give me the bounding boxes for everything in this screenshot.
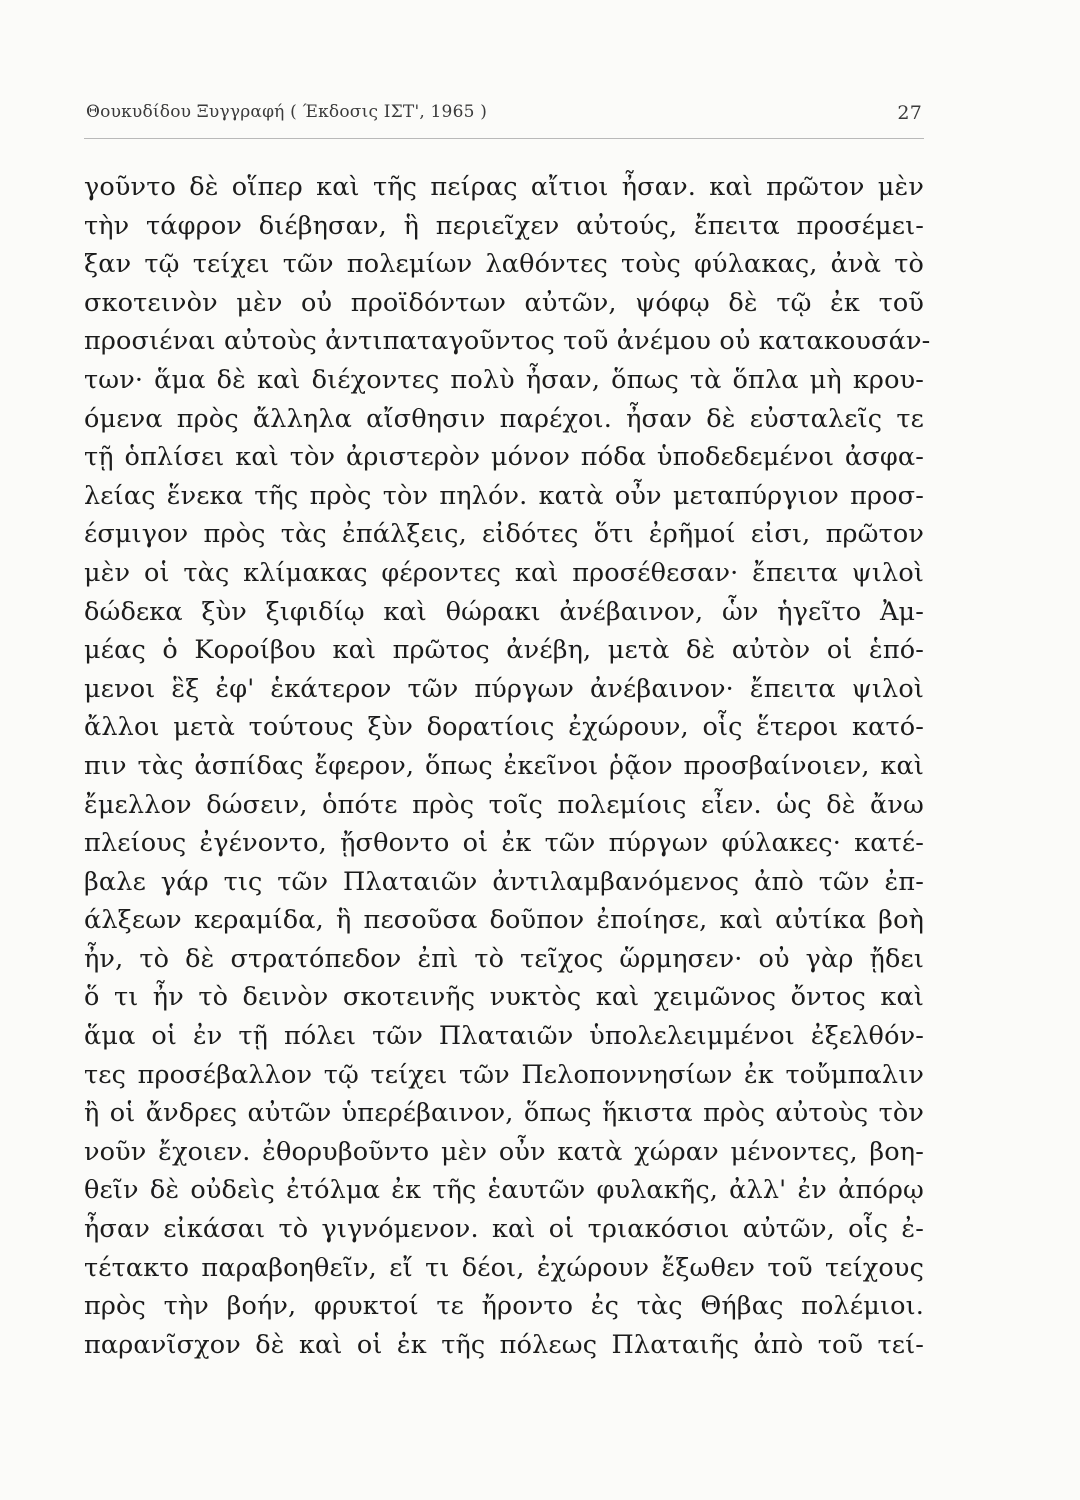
text-line: πρὸς τὴν βοήν, φρυκτοί τε ἤροντο ἐς τὰς Θήβας πολέμιοι.	[84, 1291, 924, 1322]
text-line: όμενα πρὸς ἄλληλα αἴσθησιν παρέχοι. ἦσαν δὲ εὐσταλεῖς τε	[84, 403, 924, 434]
page-number: 27	[897, 102, 922, 124]
text-line: μενοι ἓξ ἐφ' ἑκάτερον τῶν πύργων ἀνέβαινον· ἔπειτα ψιλοὶ	[84, 673, 924, 704]
text-line: έσμιγον πρὸς τὰς ἐπάλξεις, εἰδότες ὅτι ἐρῆμοί εἰσι, πρῶτον	[84, 519, 924, 550]
text-line: ἔμελλον δώσειν, ὁπότε πρὸς τοῖς πολεμίοις εἶεν. ὡς δὲ ἄνω	[84, 789, 924, 820]
text-line: τέτακτο παραβοηθεῖν, εἴ τι δέοι, ἐχώρουν ἔξωθεν τοῦ τείχους	[84, 1252, 924, 1283]
text-line: μὲν οἱ τὰς κλίμακας φέροντες καὶ προσέθεσαν· ἔπειτα ψιλοὶ	[84, 557, 924, 588]
text-line: λείας ἕνεκα τῆς πρὸς τὸν πηλόν. κατὰ οὖν μεταπύργιον προσ-	[84, 480, 924, 511]
body-text	[84, 168, 931, 1364]
text-line: τες προσέβαλλον τῷ τείχει τῶν Πελοποννησίων ἐκ τοὔμπαλιν	[84, 1059, 924, 1090]
header-divider	[84, 138, 924, 139]
text-line: τῇ ὁπλίσει καὶ τὸν ἀριστερὸν μόνον πόδα ὑποδεδεμένοι ἀσφα-	[84, 442, 924, 473]
text-line: ἦν, τὸ δὲ στρατόπεδον ἐπὶ τὸ τεῖχος ὥρμησεν· οὐ γὰρ ᾔδει	[84, 943, 924, 974]
text-line: ἢ οἱ ἄνδρες αὐτῶν ὑπερέβαινον, ὅπως ἥκιστα πρὸς αὐτοὺς τὸν	[84, 1098, 924, 1129]
text-line: προσιέναι αὐτοὺς ἀντιπαταγοῦντος τοῦ ἀνέμου οὐ κατακουσάν-	[84, 326, 931, 357]
text-line: παρανῖσχον δὲ καὶ οἱ ἐκ τῆς πόλεως Πλαταιῆς ἀπὸ τοῦ τεί-	[84, 1329, 924, 1360]
running-header	[86, 100, 922, 130]
header-title: Θουκυδίδου Ξυγγραφή ( Έκδοσις ΙΣΤ', 1965 )	[86, 102, 488, 122]
text-line: μέας ὁ Κοροίβου καὶ πρῶτος ἀνέβη, μετὰ δὲ αὐτὸν οἱ ἑπό-	[84, 635, 924, 666]
text-line: θεῖν δὲ οὐδεὶς ἐτόλμα ἐκ τῆς ἑαυτῶν φυλακῆς, ἀλλ' ἐν ἀπόρῳ	[84, 1175, 924, 1206]
text-line: ἦσαν εἰκάσαι τὸ γιγνόμενον. καὶ οἱ τριακόσιοι αὐτῶν, οἷς ἐ-	[84, 1214, 924, 1245]
text-line: σκοτεινὸν μὲν οὐ προϊδόντων αὐτῶν, ψόφῳ δὲ τῷ ἐκ τοῦ	[84, 287, 924, 318]
text-line: πιν τὰς ἀσπίδας ἔφερον, ὅπως ἐκεῖνοι ῥᾷον προσβαίνοιεν, καὶ	[84, 750, 924, 781]
text-line: δώδεκα ξὺν ξιφιδίῳ καὶ θώρακι ἀνέβαινον, ὧν ἡγεῖτο Ἀμ-	[84, 596, 924, 627]
text-line: γοῦντο δὲ οἵπερ καὶ τῆς πείρας αἴτιοι ἦσαν. καὶ πρῶτον μὲν	[84, 172, 924, 202]
text-line: ἅμα οἱ ἐν τῇ πόλει τῶν Πλαταιῶν ὑπολελειμμένοι ἐξελθόν-	[84, 1021, 924, 1052]
text-line: ὅ τι ἦν τὸ δεινὸν σκοτεινῆς νυκτὸς καὶ χειμῶνος ὄντος καὶ	[84, 982, 924, 1013]
text-line: ξαν τῷ τείχει τῶν πολεμίων λαθόντες τοὺς φύλακας, ἀνὰ τὸ	[84, 249, 924, 280]
text-line: βαλε γάρ τις τῶν Πλαταιῶν ἀντιλαμβανόμενος ἀπὸ τῶν ἐπ-	[84, 866, 924, 897]
text-line: ἄλλοι μετὰ τούτους ξὺν δορατίοις ἐχώρουν, οἷς ἕτεροι κατό-	[84, 712, 924, 743]
text-line: τὴν τάφρον διέβησαν, ἣ περιεῖχεν αὐτούς, ἔπειτα προσέμει-	[84, 210, 924, 241]
text-line: πλείους ἐγένοντο, ᾔσθοντο οἱ ἐκ τῶν πύργων φύλακες· κατέ-	[84, 828, 924, 859]
text-line: νοῦν ἔχοιεν. ἐθορυβοῦντο μὲν οὖν κατὰ χώραν μένοντες, βοη-	[84, 1136, 924, 1167]
text-line: άλξεων κεραμίδα, ἣ πεσοῦσα δοῦπον ἐποίησε, καὶ αὐτίκα βοὴ	[84, 905, 924, 936]
text-line: των· ἅμα δὲ καὶ διέχοντες πολὺ ἦσαν, ὅπως τὰ ὅπλα μὴ κρου-	[84, 364, 924, 395]
